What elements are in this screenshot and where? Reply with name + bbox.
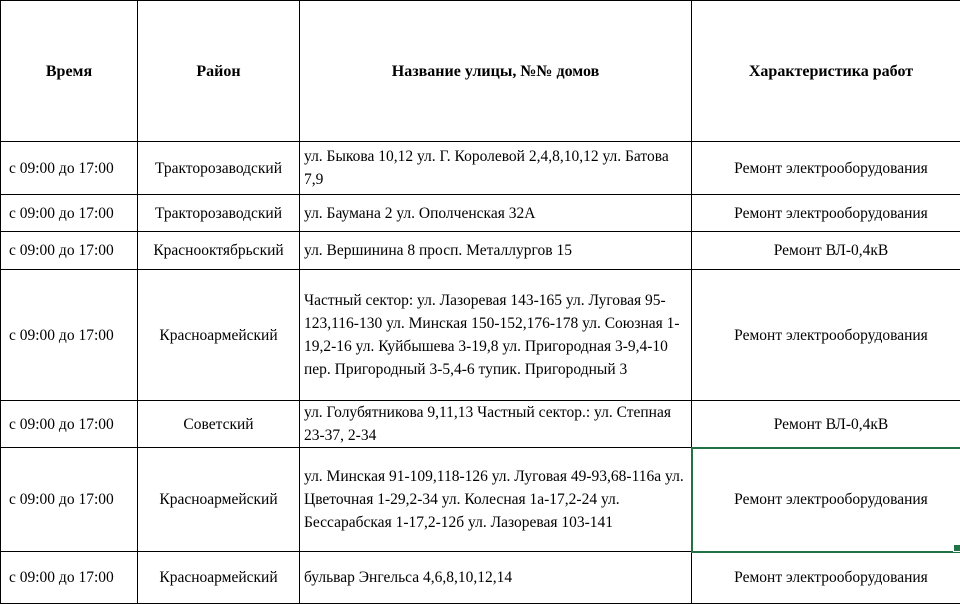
table-row	[1, 142, 960, 195]
time-cell[interactable]: с 09:00 до 17:00	[1, 448, 138, 552]
header-work[interactable]: Характеристика работ	[692, 1, 960, 142]
time-cell[interactable]: с 09:00 до 17:00	[1, 401, 138, 448]
street-cell[interactable]: ул. Голубятникова 9,11,13 Частный сектор.: ул. Степная 23-37, 2-34	[300, 401, 692, 448]
street-cell[interactable]: ул. Минская 91-109,118-126 ул. Луговая 49-93,68-116а ул. Цветочная 1-29,2-34 ул. Колесная 1а-17,2-24 ул. Бессарабская 1-17,2-12б ул. Лазоревая 103-141	[300, 448, 692, 552]
work-cell[interactable]: Ремонт ВЛ-0,4кВ	[692, 232, 960, 270]
table-row	[1, 448, 960, 552]
street-cell[interactable]: ул. Быкова 10,12 ул. Г. Королевой 2,4,8,10,12 ул. Батова 7,9	[300, 142, 692, 195]
header-time[interactable]: Время	[1, 1, 138, 142]
header-district[interactable]: Район	[138, 1, 300, 142]
work-cell[interactable]: Ремонт электрооборудования	[692, 195, 960, 232]
table-row	[1, 195, 960, 232]
table-row	[1, 270, 960, 401]
district-cell[interactable]: Красноармейский	[138, 552, 300, 604]
street-cell[interactable]: ул. Вершинина 8 просп. Металлургов 15	[300, 232, 692, 270]
district-cell[interactable]: Тракторозаводский	[138, 142, 300, 195]
district-cell[interactable]: Тракторозаводский	[138, 195, 300, 232]
selection-fill-handle[interactable]	[953, 544, 960, 552]
time-cell[interactable]: с 09:00 до 17:00	[1, 195, 138, 232]
time-cell[interactable]: с 09:00 до 17:00	[1, 552, 138, 604]
table-row	[1, 401, 960, 448]
header-street[interactable]: Название улицы, №№ домов	[300, 1, 692, 142]
table-row	[1, 232, 960, 270]
district-cell[interactable]: Краснооктябрьский	[138, 232, 300, 270]
work-cell[interactable]: Ремонт электрооборудования	[692, 552, 960, 604]
street-cell[interactable]: Частный сектор: ул. Лазоревая 143-165 ул. Луговая 95-123,116-130 ул. Минская 150-152,176-178 ул. Союзная 1-19,2-16 ул. Куйбышева 3-19,8 ул. Пригородная 3-9,4-10 пер. Пригородный 3-5,4-6 тупик. Пригородный 3	[300, 270, 692, 401]
time-cell[interactable]: с 09:00 до 17:00	[1, 142, 138, 195]
street-cell[interactable]: бульвар Энгельса 4,6,8,10,12,14	[300, 552, 692, 604]
time-cell[interactable]: с 09:00 до 17:00	[1, 270, 138, 401]
district-cell[interactable]: Красноармейский	[138, 448, 300, 552]
work-cell[interactable]: Ремонт электрооборудования	[692, 142, 960, 195]
time-cell[interactable]: с 09:00 до 17:00	[1, 232, 138, 270]
work-cell-selected[interactable]: Ремонт электрооборудования	[692, 448, 960, 552]
work-cell[interactable]: Ремонт ВЛ-0,4кВ	[692, 401, 960, 448]
district-cell[interactable]: Советский	[138, 401, 300, 448]
street-cell[interactable]: ул. Баумана 2 ул. Ополченская 32А	[300, 195, 692, 232]
header-row	[1, 1, 960, 142]
district-cell[interactable]: Красноармейский	[138, 270, 300, 401]
work-cell[interactable]: Ремонт электрооборудования	[692, 270, 960, 401]
table-row	[1, 552, 960, 604]
